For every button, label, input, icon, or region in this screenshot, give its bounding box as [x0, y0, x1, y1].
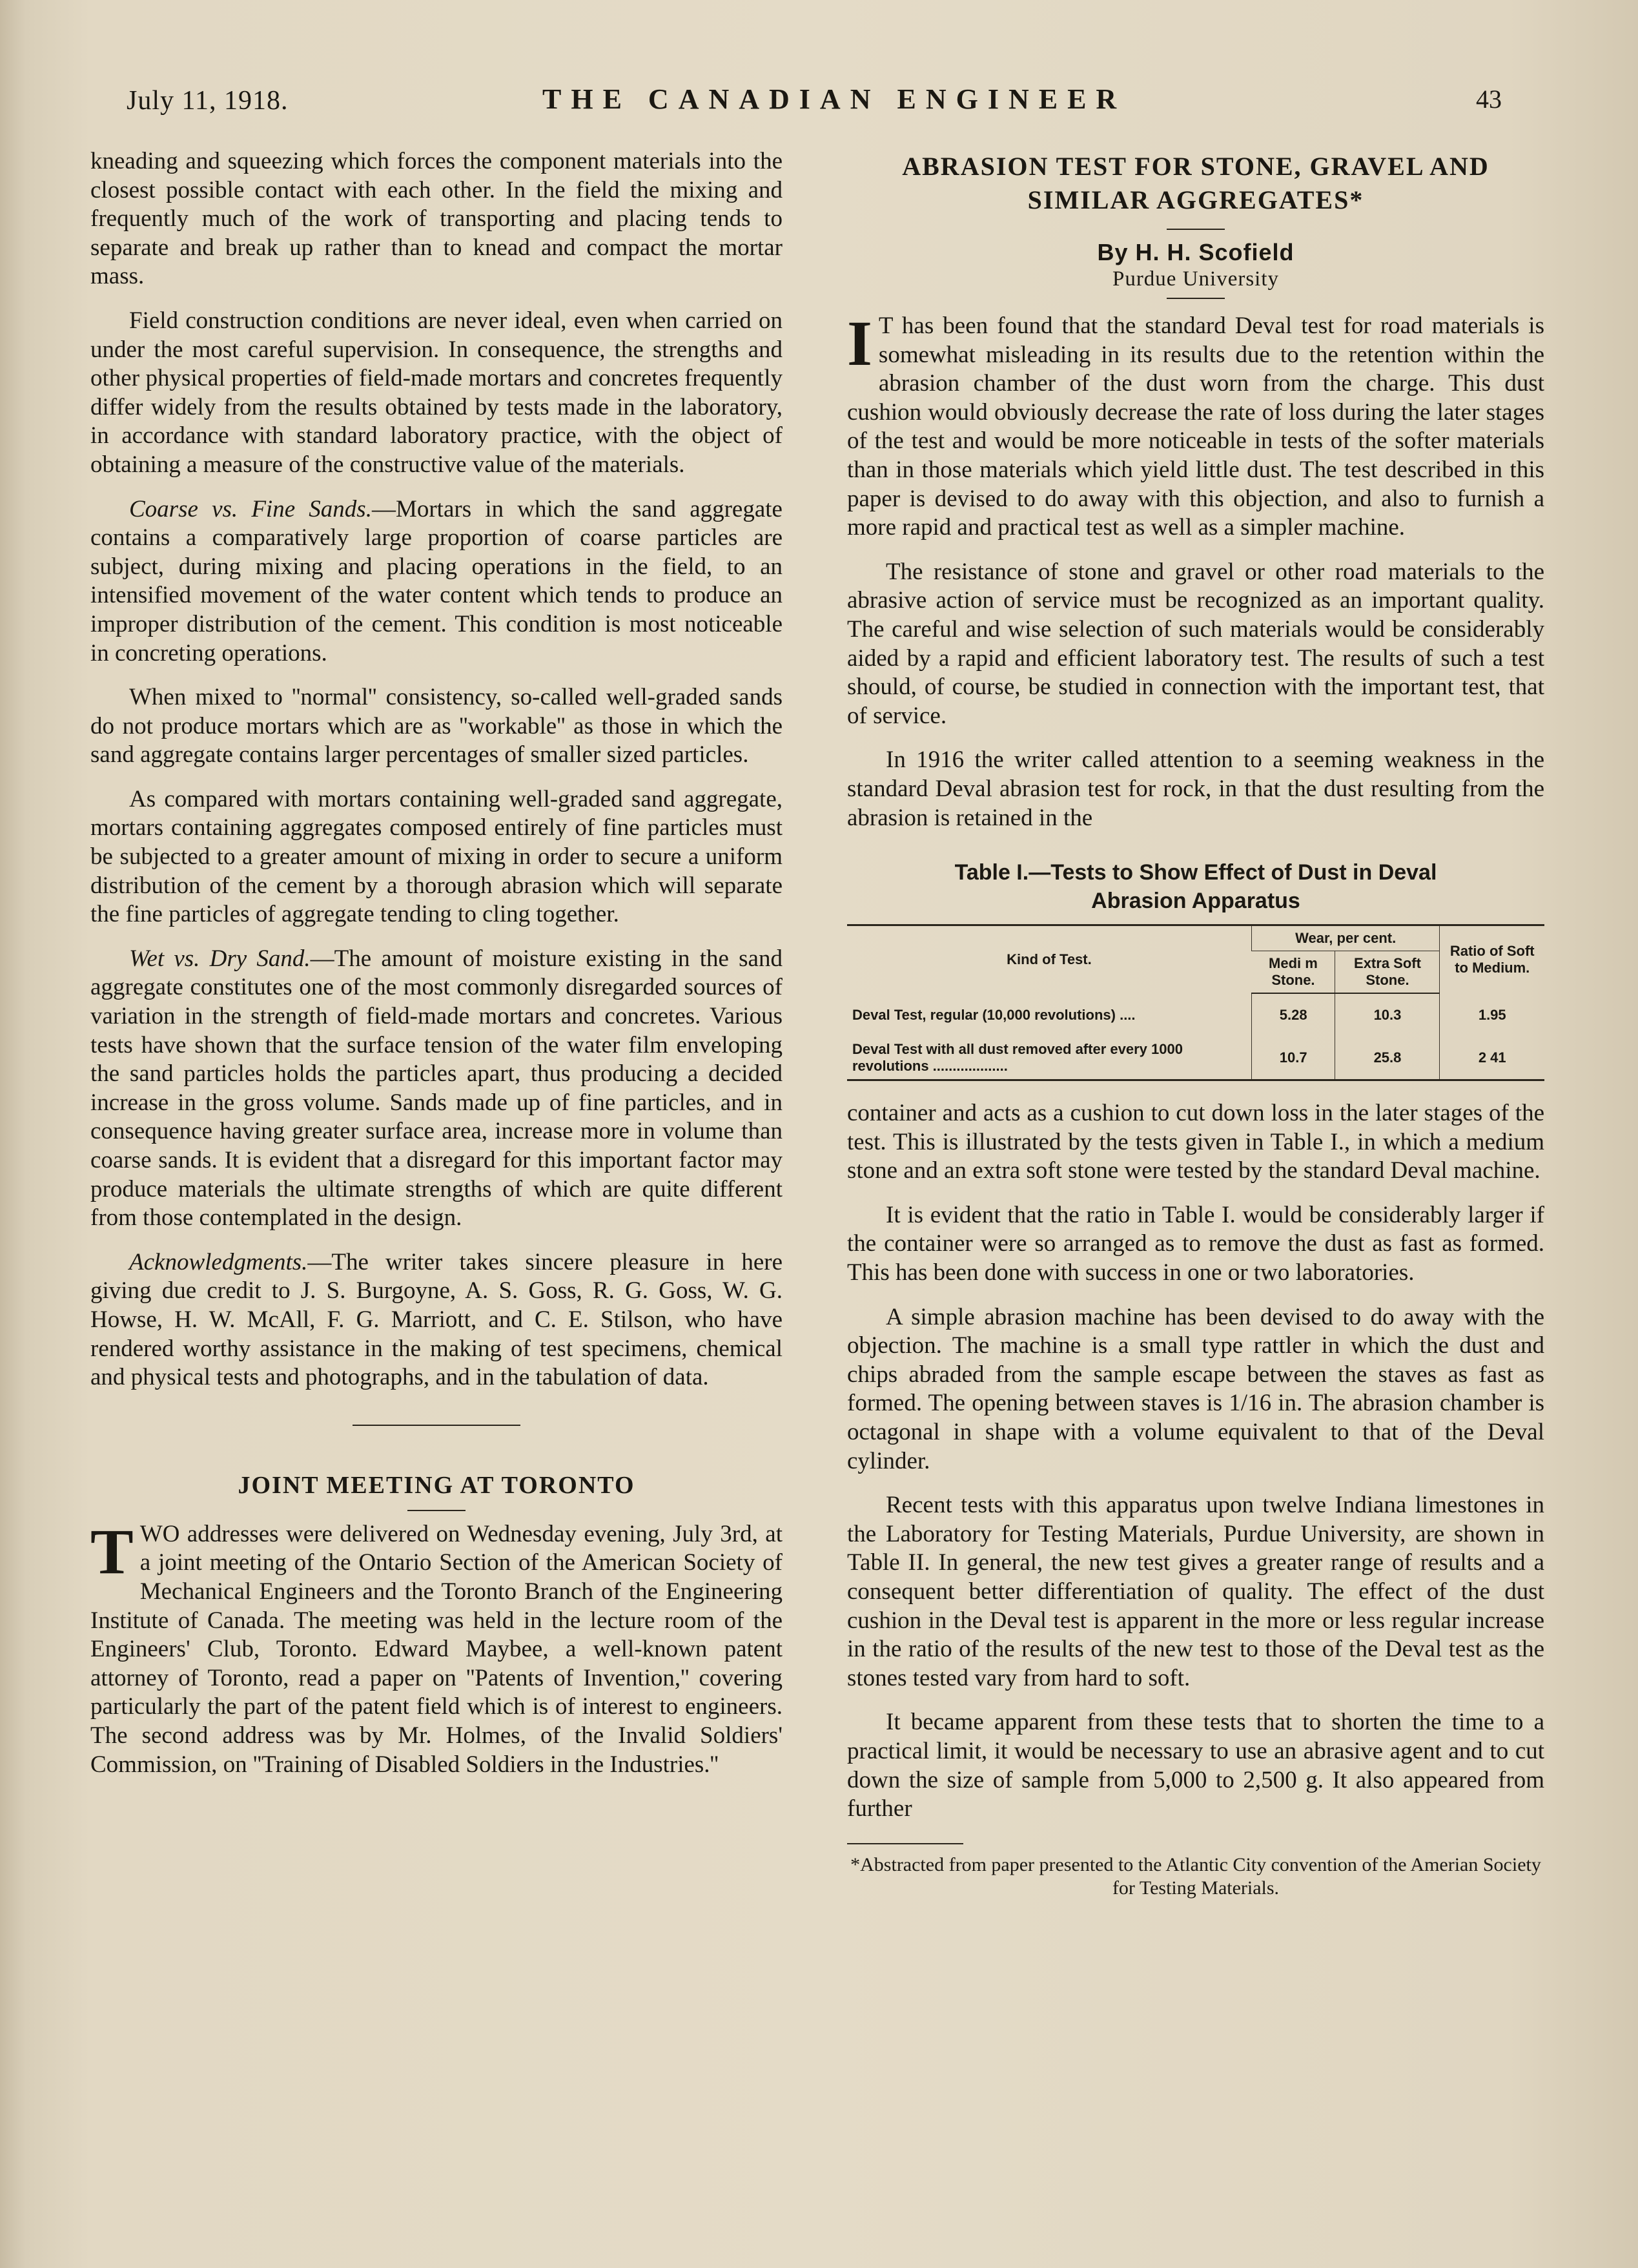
cell-soft: 10.3: [1335, 993, 1440, 1036]
table-caption: Table I.—Tests to Show Effect of Dust in Deval Abrasion Apparatus: [954, 860, 1437, 914]
cell-soft: 25.8: [1335, 1036, 1440, 1080]
paragraph-acknowledgments: Acknowledgments.—The writer takes sincere pleasure in here giving due credit to J. S. Burgoyne, A. S. Goss, R. G. Goss, W. G. Howse, H. W. McAll, F. G. Marriott, and C. E. Stilson, who have rendered worthy assistance in the making of test specimens, chemical and physical tests and photographs, and in the tabulation of data.: [90, 1248, 783, 1391]
article-intro: I T has been found that the standard Deval test for road materials is somewhat misleading in its results due to the retention within the abrasion chamber of the dust worn from the charge. This dust cushion would obviously decrease the rate of loss during the later stages of the test and would be more noticeable in tests of the softer materials than in those materials which yield little dust. The test described in this paper is devised to do away with this objection, and also to furnish a more rapid and practical test as well as a simpler machine.: [847, 307, 1544, 541]
paragraph: It became apparent from these tests that to shorten the time to a practical limit, it would be necessary to use an abrasive agent and to cut down the size of sample from 5,000 to 2,500 g. It also appeared from further: [847, 1709, 1544, 1822]
author-byline: By H. H. Scofield: [1097, 239, 1295, 265]
title-rule: [1167, 229, 1225, 230]
table-dust-effect: [847, 924, 1544, 1081]
paragraph: container and acts as a cushion to cut down loss in the later stages of the test. This is illustrated by the tests given in Table I., in which a medium stone and an extra soft stone were tested by the standard Deval machine.: [847, 1100, 1544, 1184]
page-header: [0, 76, 1638, 128]
col-header-kind: Kind of Test.: [847, 925, 1251, 994]
col-header-medium: Medi m Stone.: [1251, 951, 1335, 994]
page-number: 43: [1476, 85, 1502, 114]
title-rule: [407, 1510, 466, 1511]
run-in-heading: Coarse vs. Fine Sands.: [129, 495, 372, 522]
col-header-ratio: Ratio of Soft to Medium.: [1440, 925, 1544, 994]
journal-title: THE CANADIAN ENGINEER: [542, 83, 1127, 115]
paragraph: When mixed to ''normal'' consistency, so-called well-graded sands do not produce mortars which are as ''workable'' as those in which the sand aggregate contains larger percentages of smaller sized particles.: [90, 684, 783, 768]
paragraph: Field construction conditions are never ideal, even when carried on under the most careful supervision. In consequence, the strengths and other physical properties of field-made mortars and concretes frequently differ widely from the results obtained by tests made in the laboratory, in accordance with standard laboratory practice, with the object of obtaining a measure of the constructive value of the materials.: [90, 307, 783, 478]
paragraph-wet-vs-dry: Wet vs. Dry Sand.—The amount of moisture existing in the sand aggregate constitutes one of the most commonly disregarded sources of variation in the strength of field-made mortars and concretes. Various tests have shown that the surface tension of the water film enveloping the sand particles holds the particles apart, thus producing a decided increase in the gross volume. Sands made up of fine particles, and in consequence having greater surface area, increase more in volume than coarse sands. It is evident that a disregard for this important factor may produce materials the ultimate strengths of which are quite different from those contemplated in the design.: [90, 945, 783, 1232]
paragraph: kneading and squeezing which forces the component materials into the closest possible contact with each other. In the field the mixing and frequently much of the work of transporting and placing tends to separate and break up rather than to knead and compact the mortar mass.: [90, 148, 783, 290]
joint-meeting-body: TWO addresses were delivered on Wednesday evening, July 3rd, at a joint meeting of the Ontario Section of the American Society of Mechanical Engineers and the Toronto Branch of the Engineering Institute of Canada. The meeting was held in the lecture room of the Engineers' Club, Toronto. Edward Maybee, a well-known patent attorney of Toronto, read a paper on ''Patents of Invention,'' covering particularly the part of the patent field which is of interest to engineers. The second address was by Mr. Holmes, of the Invalid Soldiers' Commission, on ''Training of Disabled Soldiers in the Industries.'': [90, 1515, 783, 1778]
cell-kind: Deval Test, regular (10,000 revolutions) ....: [852, 1006, 1136, 1023]
article-title: ABRASION TEST FOR STONE, GRAVEL AND SIMILAR AGGREGATES*: [902, 152, 1490, 214]
right-column: [847, 147, 1544, 1900]
paragraph: In 1916 the writer called attention to a seeming weakness in the standard Deval abrasion test for rock, in that the dust resulting from the abrasion is retained in the: [847, 747, 1544, 831]
cell-ratio: 2 41: [1440, 1036, 1544, 1080]
paragraph: It is evident that the ratio in Table I. would be considerably larger if the container were so arranged as to remove the dust as fast as formed. This has been done with success in one or two laboratories.: [847, 1201, 1544, 1286]
paragraph: The resistance of stone and gravel or other road materials to the abrasive action of service must be recognized as an important quality. The careful and wise selection of such materials would be considerably aided by a rapid and efficient laboratory test. The results of such a test should, of course, be studied in connection with the important test, that of service.: [847, 558, 1544, 729]
drop-cap: T: [90, 1515, 134, 1587]
run-in-heading: Acknowledgments.: [129, 1248, 308, 1275]
table-row: [847, 993, 1544, 1036]
paragraph: Recent tests with this apparatus upon twelve Indiana limestones in the Laboratory for Testing Materials, Purdue University, are shown in Table II. In general, the new test gives a greater range of results and a consequent better differentiation of quality. The effect of the dust cushion in the Deval test is apparent in the more or less regular increase in the ratio of the results of the new test to those of the Deval test as the stones tested vary from hard to soft.: [847, 1492, 1544, 1691]
cell-ratio: 1.95: [1440, 993, 1544, 1036]
cell-medium: 5.28: [1251, 993, 1335, 1036]
table-row: [847, 1036, 1544, 1080]
run-in-heading: Wet vs. Dry Sand.: [129, 945, 311, 972]
left-column: [90, 147, 783, 1795]
drop-cap: I: [847, 307, 872, 379]
col-header-soft: Extra Soft Stone.: [1335, 951, 1440, 994]
cell-medium: 10.7: [1251, 1036, 1335, 1080]
joint-meeting-title: JOINT MEETING AT TORONTO: [238, 1471, 635, 1499]
footnote: *Abstracted from paper presented to the Atlantic City convention of the Amerian Society for Testing Materials.: [850, 1853, 1541, 1899]
col-header-wear: Wear, per cent.: [1251, 925, 1440, 951]
footnote-rule: [847, 1843, 963, 1844]
section-divider: [353, 1425, 520, 1426]
author-affiliation: Purdue University: [1112, 267, 1280, 291]
paragraph: As compared with mortars containing well-graded sand aggregate, mortars containing aggregates composed entirely of fine particles must be subjected to a greater amount of mixing in order to secure a uniform distribution of the cement by a thorough abrasion which will separate the fine particles of aggregate tending to cling together.: [90, 785, 783, 928]
issue-date: July 11, 1918.: [127, 86, 289, 116]
paragraph: A simple abrasion machine has been devised to do away with the objection. The machine is a small type rattler in which the dust and chips abraded from the sample escape between the staves as fast as formed. The opening between staves is 1/16 in. The abrasion chamber is octagonal in shape with a volume equivalent to that of the Deval cylinder.: [847, 1303, 1544, 1474]
cell-kind: Deval Test with all dust removed after every 1000 revolutions ...................: [847, 1036, 1251, 1080]
paragraph-coarse-vs-fine: Coarse vs. Fine Sands.—Mortars in which the sand aggregate contains a comparatively large proportion of coarse particles are subject, during mixing and placing operations in the field, to an intensified movement of the water content which tends to produce an improper distribution of the cement. This condition is most noticeable in concreting operations.: [90, 495, 783, 666]
byline-rule: [1167, 298, 1225, 299]
